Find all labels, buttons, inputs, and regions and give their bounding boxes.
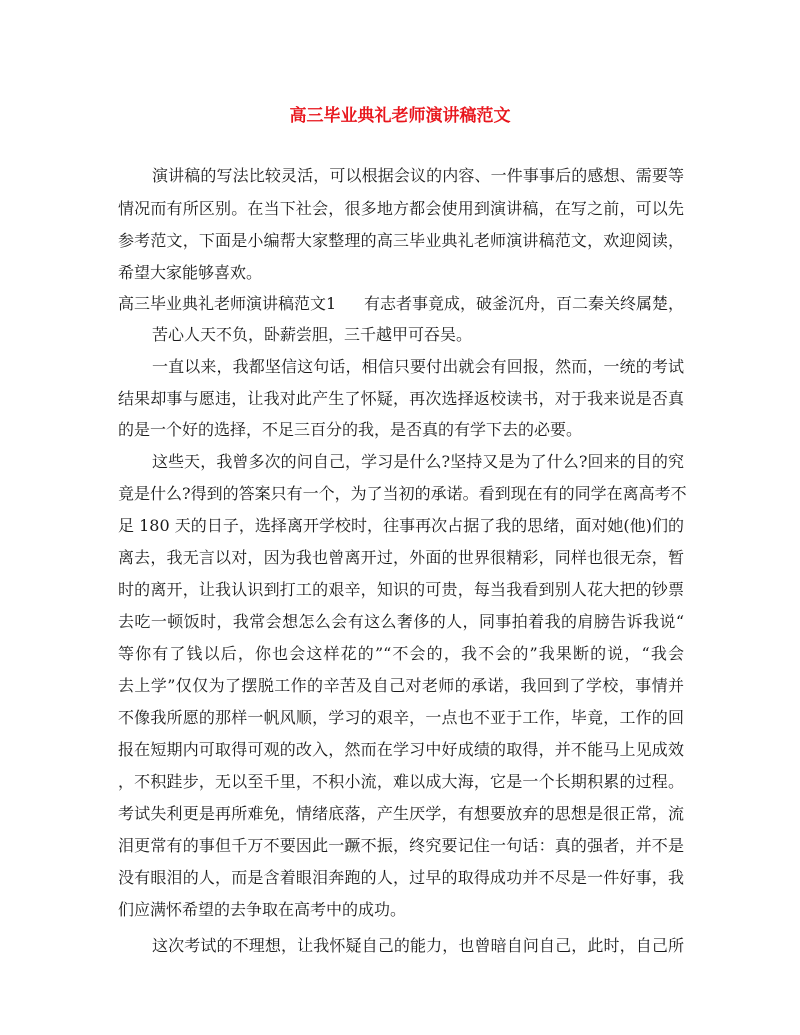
para1-line-1: 一直以来，我都坚信这句话，相信只要付出就会有回报，然而，一统的考试 [152, 357, 684, 376]
para2-line-7: 等你有了钱以后，你也会这样花的”“不会的，我不会的”我果断的说，“我会 [118, 644, 684, 663]
para2-line-6: 去吃一顿饭时，我常会想怎么会有这么奢侈的人，同事拍着我的肩膀告诉我说“ [118, 612, 684, 631]
para2-line-3: 足 180 天的日子，选择离开学校时，往事再次占据了我的思绪，面对她(他)们的 [118, 516, 684, 535]
para2-line-15: 们应满怀希望的去争取在高考中的成功。 [118, 900, 407, 919]
para2-line-10: 报在短期内可取得可观的改入，然而在学习中好成绩的取得，并不能马上见成效 [118, 740, 684, 759]
para2-line-9: 不像我所愿的那样一帆风顺，学习的艰辛，一点也不亚于工作，毕竟，工作的回 [118, 708, 684, 727]
para2-line-8: 去上学”仅仅为了摆脱工作的辛苦及自己对老师的承诺，我回到了学校，事情并 [118, 676, 684, 695]
document-title: 高三毕业典礼老师演讲稿范文 [289, 106, 511, 126]
para2-line-1: 这些天，我曾多次的问自己，学习是什么?坚持又是为了什么?回来的目的究 [152, 452, 684, 471]
intro-line-3: 参考范文，下面是小编帮大家整理的高三毕业典礼老师演讲稿范文，欢迎阅读， [118, 231, 684, 250]
para2-line-2: 竟是什么?得到的答案只有一个，为了当初的承诺。看到现在有的同学在离高考不 [118, 484, 687, 503]
intro-line-1: 演讲稿的写法比较灵活，可以根据会议的内容、一件事事后的感想、需要等 [152, 166, 684, 185]
section-heading: 高三毕业典礼老师演讲稿范文1 [118, 294, 337, 313]
para2-line-12: 考试失利更是再所难免，情绪底落，产生厌学，有想要放弃的思想是很正常，流 [118, 804, 684, 823]
motto-line-2: 苦心人天不负，卧薪尝胆，三千越甲可吞吴。 [152, 325, 473, 344]
para2-line-5: 时的离开，让我认识到打工的艰辛，知识的可贵，每当我看到别人花大把的钞票 [118, 580, 684, 599]
para2-line-13: 泪更常有的事但千万不要因此一蹶不振，终究要记住一句话：真的强者，并不是 [118, 836, 684, 855]
para2-line-4: 离去，我无言以对，因为我也曾离开过，外面的世界很精彩，同样也很无奈，暂 [118, 548, 684, 567]
para1-line-3: 的是一个好的选择，不足三百分的我，是否真的有学下去的必要。 [118, 420, 583, 439]
para1-line-2: 结果却事与愿违，让我对此产生了怀疑，再次选择返校读书，对于我来说是否真 [118, 389, 684, 408]
intro-line-2: 情况而有所区别。在当下社会，很多地方都会使用到演讲稿，在写之前，可以先 [118, 199, 684, 218]
para2-line-14: 没有眼泪的人，而是含着眼泪奔跑的人，过早的取得成功并不尽是一件好事，我 [118, 868, 684, 887]
motto-line-1: 有志者事竟成，破釜沉舟，百二秦关终属楚， [364, 294, 685, 313]
para3-line-1: 这次考试的不理想，让我怀疑自己的能力，也曾暗自问自己，此时，自己所 [152, 936, 684, 955]
para2-line-11: ，不积跬步，无以至千里，不积小流，难以成大海，它是一个长期积累的过程。 [118, 772, 684, 791]
intro-line-4: 希望大家能够喜欢。 [118, 263, 263, 282]
